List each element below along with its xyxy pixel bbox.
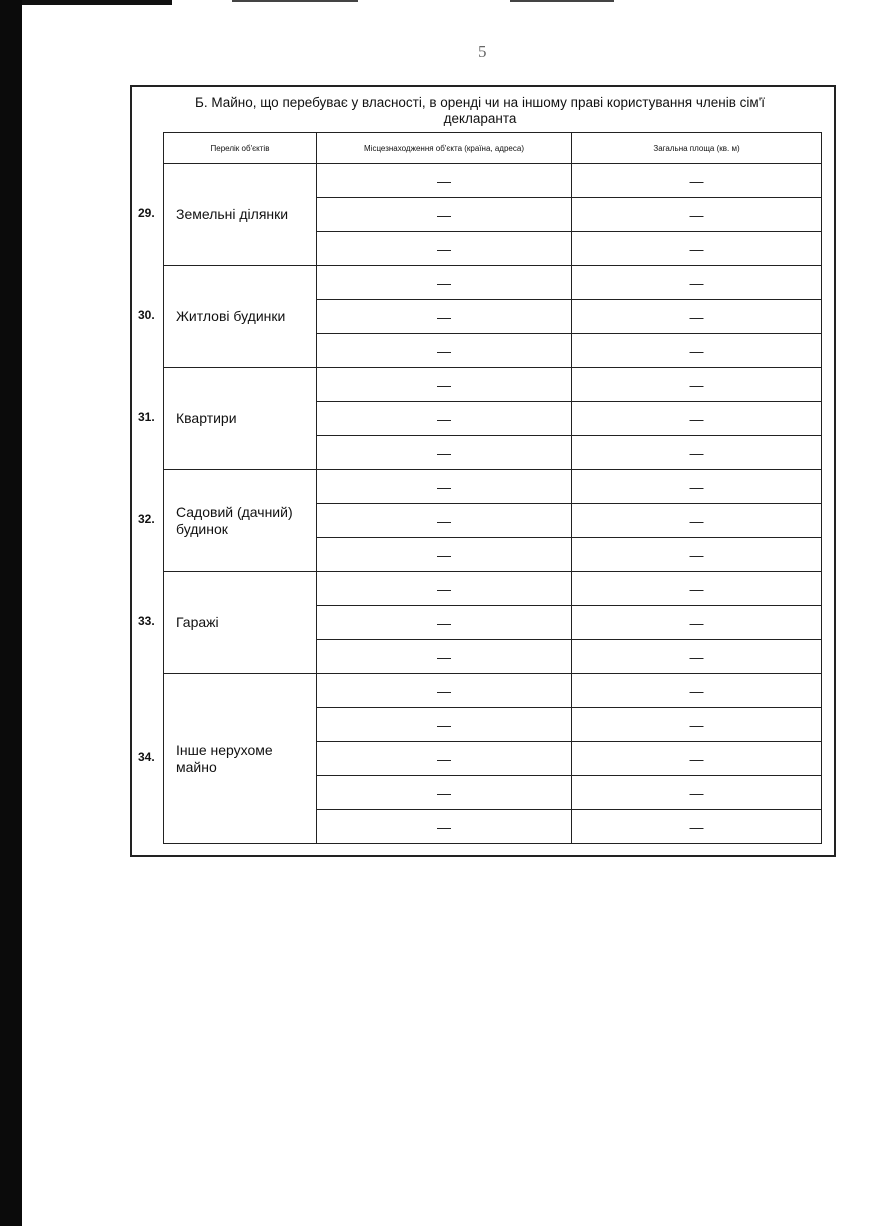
- property-table: [163, 132, 822, 844]
- area-cell: —: [572, 810, 822, 844]
- table-row: [164, 470, 822, 504]
- area-cell: —: [572, 402, 822, 436]
- area-cell: —: [572, 504, 822, 538]
- row-number: 32.: [138, 512, 155, 526]
- area-cell: —: [572, 742, 822, 776]
- area-cell: —: [572, 232, 822, 266]
- location-cell: —: [317, 436, 572, 470]
- column-header-area: Загальна площа (кв. м): [572, 133, 822, 164]
- area-cell: —: [572, 300, 822, 334]
- top-rule-right: [510, 0, 614, 2]
- location-cell: —: [317, 300, 572, 334]
- area-cell: —: [572, 640, 822, 674]
- location-cell: —: [317, 402, 572, 436]
- location-cell: —: [317, 334, 572, 368]
- section-title: Б. Майно, що перебуває у власності, в оренді чи на іншому праві користування членів сім'ї декларанта: [194, 95, 766, 126]
- object-name: Гаражі: [164, 572, 317, 674]
- location-cell: —: [317, 368, 572, 402]
- location-cell: —: [317, 164, 572, 198]
- area-cell: —: [572, 334, 822, 368]
- page-number: 5: [478, 42, 487, 61]
- location-cell: —: [317, 538, 572, 572]
- area-cell: —: [572, 674, 822, 708]
- location-cell: —: [317, 572, 572, 606]
- object-name: Земельні ділянки: [164, 164, 317, 266]
- area-cell: —: [572, 198, 822, 232]
- location-cell: —: [317, 198, 572, 232]
- location-cell: —: [317, 232, 572, 266]
- table-row: [164, 572, 822, 606]
- table-row: [164, 164, 822, 198]
- object-name: Житлові будинки: [164, 266, 317, 368]
- object-name: Інше нерухоме майно: [164, 674, 317, 844]
- row-number: 29.: [138, 206, 155, 220]
- object-name: Квартири: [164, 368, 317, 470]
- location-cell: —: [317, 504, 572, 538]
- location-cell: —: [317, 266, 572, 300]
- column-header-objects: Перелік об'єктів: [164, 133, 317, 164]
- location-cell: —: [317, 708, 572, 742]
- area-cell: —: [572, 606, 822, 640]
- location-cell: —: [317, 640, 572, 674]
- row-number: 30.: [138, 308, 155, 322]
- area-cell: —: [572, 266, 822, 300]
- object-name: Садовий (дачний) будинок: [164, 470, 317, 572]
- location-cell: —: [317, 742, 572, 776]
- area-cell: —: [572, 470, 822, 504]
- location-cell: —: [317, 606, 572, 640]
- row-number: 34.: [138, 750, 155, 764]
- row-number: 33.: [138, 614, 155, 628]
- table-body: [164, 164, 822, 844]
- table-header-row: [164, 133, 822, 164]
- scan-edge-top: [22, 0, 172, 5]
- location-cell: —: [317, 470, 572, 504]
- scan-edge: [0, 0, 22, 1226]
- table-row: [164, 674, 822, 708]
- location-cell: —: [317, 776, 572, 810]
- location-cell: —: [317, 810, 572, 844]
- area-cell: —: [572, 572, 822, 606]
- area-cell: —: [572, 708, 822, 742]
- table-row: [164, 266, 822, 300]
- area-cell: —: [572, 776, 822, 810]
- top-rule-left: [232, 0, 358, 2]
- table-row: [164, 368, 822, 402]
- row-number: 31.: [138, 410, 155, 424]
- area-cell: —: [572, 368, 822, 402]
- column-header-location: Місцезнаходження об'єкта (країна, адреса): [317, 133, 572, 164]
- location-cell: —: [317, 674, 572, 708]
- area-cell: —: [572, 538, 822, 572]
- area-cell: —: [572, 436, 822, 470]
- area-cell: —: [572, 164, 822, 198]
